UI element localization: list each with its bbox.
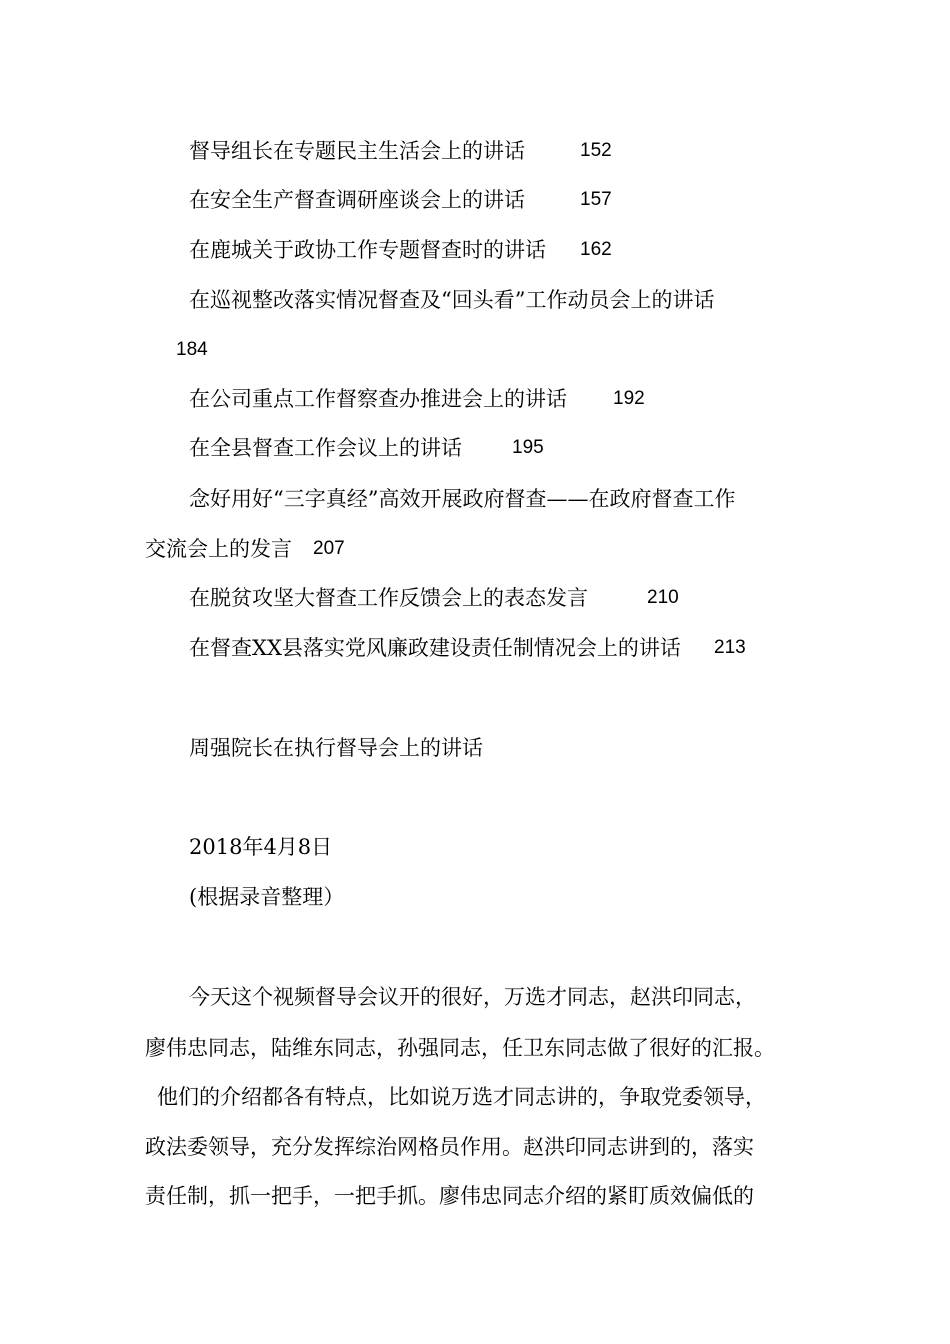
body-line: 今天这个视频督导会议开的很好，万选才同志，赵洪印同志， — [189, 985, 756, 1009]
toc-entry-title-continued: 交流会上的发言 — [145, 537, 292, 561]
body-line: 他们的介绍都各有特点，比如说万选才同志讲的，争取党委领导， — [157, 1085, 766, 1109]
toc-entry-title: 念好用好“三字真经”高效开展政府督查——在政府督查工作 — [189, 487, 736, 511]
toc-entry-page: 152 — [580, 140, 612, 161]
toc-entry-title: 在巡视整改落实情况督查及“回头看”工作动员会上的讲话 — [189, 288, 715, 312]
toc-entry-page: 192 — [613, 388, 645, 409]
toc-entry-page: 195 — [512, 437, 544, 458]
toc-entry-page: 184 — [176, 339, 208, 360]
body-line: 廖伟忠同志，陆维东同志，孙强同志，任卫东同志做了很好的汇报。 — [145, 1036, 775, 1060]
body-line: 政法委领导，充分发挥综治网格员作用。赵洪印同志讲到的，落实 — [145, 1135, 754, 1159]
toc-entry-page: 157 — [580, 189, 612, 210]
toc-entry-title: 在督查XX县落实党风廉政建设责任制情况会上的讲话 — [189, 636, 681, 660]
toc-entry-title: 在鹿城关于政协工作专题督查时的讲话 — [189, 238, 546, 262]
article-date: 2018年4月8日 — [189, 835, 333, 859]
toc-entry-page: 162 — [580, 239, 612, 260]
body-line: 责任制，抓一把手，一把手抓。廖伟忠同志介绍的紧盯质效偏低的 — [145, 1184, 754, 1208]
toc-entry-title: 在安全生产督查调研座谈会上的讲话 — [189, 188, 525, 212]
toc-entry-page: 210 — [647, 587, 679, 608]
article-heading: 周强院长在执行督导会上的讲话 — [189, 736, 483, 760]
toc-entry-title: 在公司重点工作督察查办推进会上的讲话 — [189, 387, 567, 411]
toc-entry-title: 督导组长在专题民主生活会上的讲话 — [189, 139, 525, 163]
toc-entry-page: 213 — [714, 637, 746, 658]
toc-entry-page: 207 — [313, 538, 345, 559]
toc-entry-title: 在脱贫攻坚大督查工作反馈会上的表态发言 — [189, 586, 588, 610]
article-note: (根据录音整理） — [189, 885, 345, 909]
toc-entry-title: 在全县督查工作会议上的讲话 — [189, 436, 462, 460]
